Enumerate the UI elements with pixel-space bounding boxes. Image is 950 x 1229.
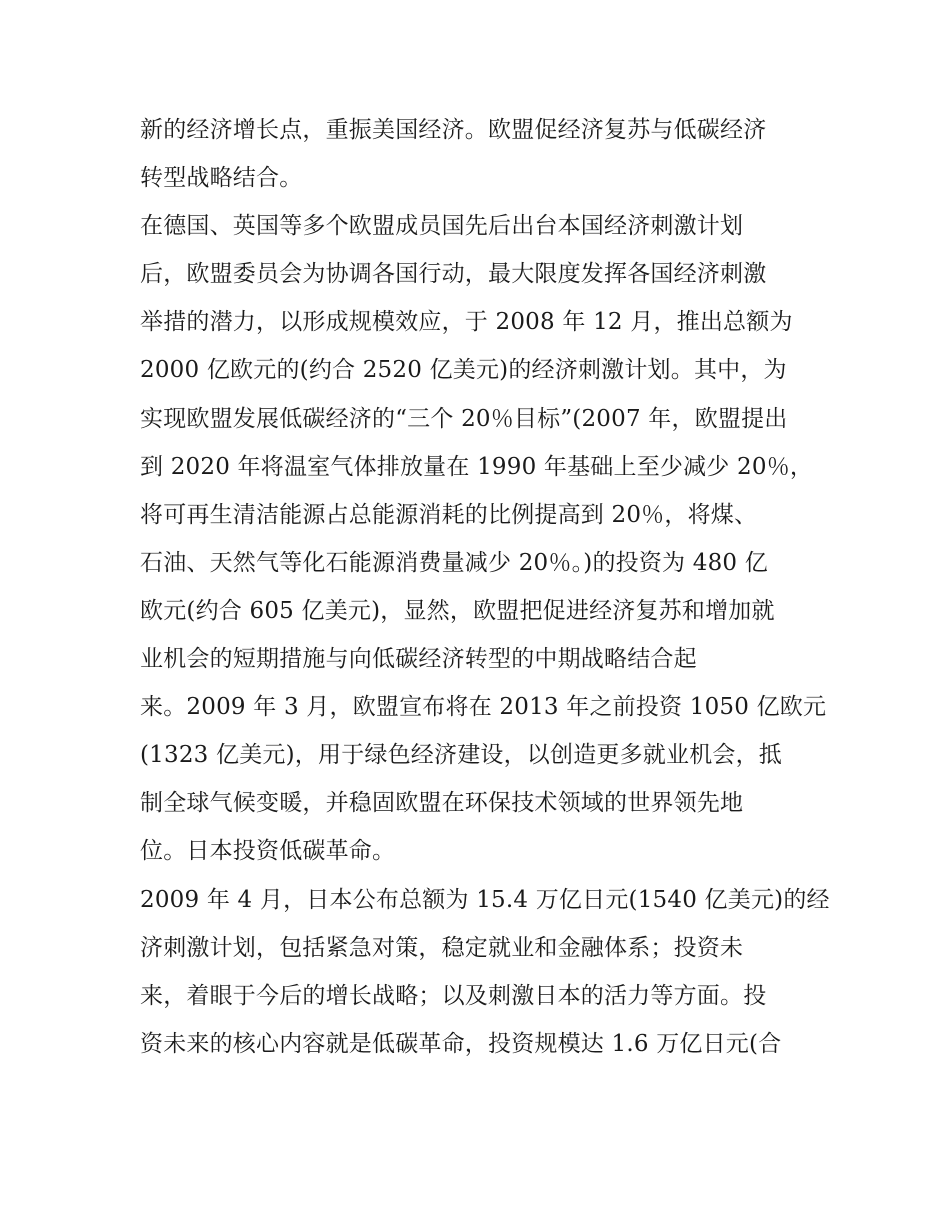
text-line: 来，着眼于今后的增长战略；以及刺激日本的活力等方面。投 bbox=[140, 982, 767, 1009]
text-line: 济刺激计划，包括紧急对策，稳定就业和金融体系；投资未 bbox=[140, 934, 744, 961]
text-line: 新的经济增长点，重振美国经济。欧盟促经济复苏与低碳经济 bbox=[140, 117, 767, 143]
text-line: 2009 年 4 月，日本公布总额为 15.4 万亿日元(1540 亿美元)的经 bbox=[140, 886, 830, 913]
text-line: 将可再生清洁能源占总能源消耗的比例提高到 20％，将煤、 bbox=[140, 501, 758, 528]
text-line: 制全球气候变暖，并稳固欧盟在环保技术领域的世界领先地 bbox=[140, 790, 744, 817]
text-line: (1323 亿美元)，用于绿色经济建设，以创造更多就业机会，抵 bbox=[140, 742, 782, 769]
text-line: 后，欧盟委员会为协调各国行动，最大限度发挥各国经济刺激 bbox=[140, 261, 767, 288]
text-line: 来。2009 年 3 月，欧盟宣布将在 2013 年之前投资 1050 亿欧元 bbox=[140, 694, 827, 721]
body-text bbox=[140, 106, 830, 1068]
text-line: 在德国、英国等多个欧盟成员国先后出台本国经济刺激计划 bbox=[140, 213, 744, 240]
text-line: 实现欧盟发展低碳经济的“三个 20％目标”(2007 年，欧盟提出 bbox=[140, 405, 788, 432]
text-line: 举措的潜力，以形成规模效应，于 2008 年 12 月，推出总额为 bbox=[140, 309, 793, 336]
text-line: 转型战略结合。 bbox=[140, 165, 303, 192]
text-line: 欧元(约合 605 亿美元)，显然，欧盟把促进经济复苏和增加就 bbox=[140, 597, 775, 624]
text-line: 石油、天然气等化石能源消费量减少 20％。)的投资为 480 亿 bbox=[140, 549, 768, 576]
text-line: 到 2020 年将温室气体排放量在 1990 年基础上至少减少 20％， bbox=[140, 453, 814, 480]
text-line: 业机会的短期措施与向低碳经济转型的中期战略结合起 bbox=[140, 646, 697, 673]
text-line: 2000 亿欧元的(约合 2520 亿美元)的经济刺激计划。其中，为 bbox=[140, 357, 787, 384]
text-line: 资未来的核心内容就是低碳革命，投资规模达 1.6 万亿日元(合 bbox=[140, 1030, 782, 1057]
text-line: 位。日本投资低碳革命。 bbox=[140, 838, 396, 865]
